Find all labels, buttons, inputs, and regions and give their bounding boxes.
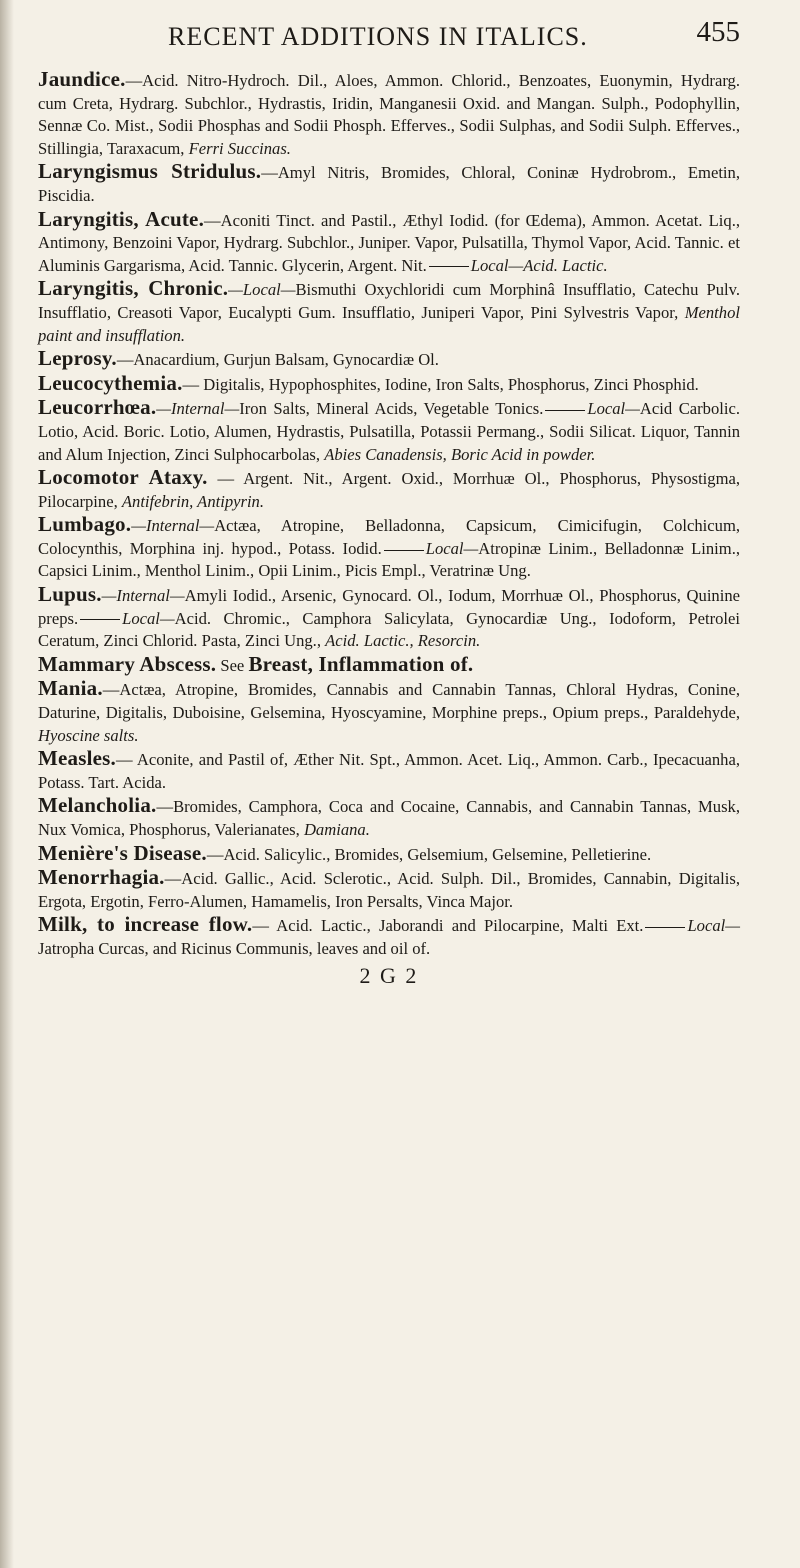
entry-text: — Acid. Lactic., Jaborandi and Pilocarpine, Malti Ext.	[252, 916, 644, 936]
binding-shadow	[0, 0, 14, 1568]
entry-text: —Anacardium, Gurjun Balsam, Gynocardiæ Ol.	[116, 350, 439, 370]
entry-lead-italic: —Internal—	[131, 516, 215, 536]
entry-text: —Acid. Gallic., Acid. Sclerotic., Acid. Sulph. Dil., Bromides, Cannabin, Digitalis, Ergota, Ergotin, Ferro-Alumen, Hamamelis, Iron Persalts, Vinca Major.	[38, 869, 740, 911]
entry-headword: Laryngitis, Acute.	[38, 206, 205, 231]
entry-text: —Acid. Nitro-Hydroch. Dil., Aloes, Ammon. Chlorid., Benzoates, Euonymin, Hydrarg. cum Creta, Hydrarg. Subchlor., Hydrastis, Iridin, Manganesii Oxid. and Mangan. Sulph., Podophyllin, Sennæ Co. Mist., Sodii Phosphas and Sodii Phosph. Efferves., Sodii Sulphas, and Sodii Sulph. Efferves., Stillingia, Taraxacum,	[38, 71, 740, 158]
entry-jaundice	[38, 68, 740, 160]
entry-italic: Acid. Lactic., Resorcin.	[325, 631, 481, 651]
entry-headword: Laryngitis, Chronic.	[38, 276, 229, 301]
entry-headword: Milk, to increase flow.	[38, 912, 253, 937]
entry-italic: Damiana.	[303, 820, 370, 839]
entry-leucocythemia	[38, 372, 740, 397]
entry-italic: Antifebrin, Antipyrin.	[121, 491, 265, 511]
entry-rule-italic: Local—	[425, 538, 479, 558]
entry-headword: Menorrhagia.	[38, 865, 165, 890]
entry-milk	[38, 913, 740, 960]
entry-mammary-abscess	[38, 653, 740, 678]
entry-rule-italic: Local—	[687, 916, 741, 936]
entry-lead-italic: —Local—	[228, 280, 296, 300]
entry-text-2: Atropinæ Linim., Belladonnæ Linim., Capsici Linim., Menthol Linim., Opii Linim., Picis Empl., Veratrinæ Ung.	[38, 538, 740, 581]
running-title: RECENT ADDITIONS IN ITALICS.	[168, 22, 588, 51]
entry-lumbago	[38, 513, 740, 583]
entry-text: —Aconiti Tinct. and Pastil., Æthyl Iodid. (for Œdema), Ammon. Acetat. Liq., Antimony, Benzoini Vapor, Hydrarg. Subchlor., Juniper. Vapor, Pulsatilla, Thymol Vapor, Acid. Tannic. et Aluminis Gargarisma, Acid. Tannic. Glycerin, Argent. Nit.	[38, 210, 740, 275]
entry-text-2: Acid. Chromic., Camphora Salicylata, Gynocardiæ Ung., Iodoform, Petrolei Ceratum, Zinci Chlorid. Pasta, Zinci Ung.,	[38, 608, 740, 651]
entry-text-2: Acid Carbolic. Lotio, Acid. Boric. Lotio, Alumen, Hydrastis, Pulsatilla, Potassii Permang., Sodii Silicat. Liquor, Tannin and Alum Injection, Zinci Sulphocarbolas,	[38, 399, 740, 464]
entry-headword: Measles.	[38, 746, 116, 771]
entry-locomotor-ataxy	[38, 466, 740, 513]
entry-headword: Leucorrhœa.	[38, 395, 157, 420]
entry-text: Bismuthi Oxychloridi cum Morphinâ Insufflatio, Catechu Pulv. Insufflatio, Creasoti Vapor, Eucalypti Gum. Insufflatio, Juniperi Vapor, Pini Sylvestris Vapor,	[38, 280, 740, 322]
entry-headword: Laryngismus Stridulus.	[38, 159, 262, 184]
entry-headword: Menière's Disease.	[38, 840, 207, 865]
dash-rule	[384, 550, 424, 551]
entry-text: Actæa, Atropine, Belladonna, Capsicum, Cimicifugin, Colchicum, Colocynthis, Morphina inj. hypod., Potass. Iodid.	[38, 516, 740, 558]
entry-italic: Abies Canadensis, Boric Acid in powder.	[324, 444, 596, 464]
entry-rule-italic: Local—	[587, 399, 640, 419]
entry-laryngitis-chronic	[38, 277, 740, 347]
entry-text: —Acid. Salicylic., Bromides, Gelsemium, Gelsemine, Pelletierine.	[206, 844, 652, 864]
entry-measles	[38, 747, 740, 794]
entry-text: —Amyl Nitris, Bromides, Chloral, Coninæ Hydrobrom., Emetin, Piscidia.	[38, 163, 740, 205]
entry-text-2: Jatropha Curcas, and Ricinus Communis, leaves and oil of.	[38, 938, 431, 958]
entry-text: —Actæa, Atropine, Bromides, Cannabis and Cannabin Tannas, Chloral Hydras, Conine, Daturine, Digitalis, Duboisine, Gelsemina, Hyoscyamine, Morphine preps., Opium preps., Paraldehyde,	[38, 680, 740, 723]
dash-rule	[80, 619, 120, 620]
entry-cross-reference: Breast, Inflammation of.	[248, 651, 474, 676]
entry-headword: Lupus.	[38, 582, 102, 607]
entry-lead-italic: —Internal—	[156, 399, 240, 419]
dash-rule	[545, 410, 585, 411]
page-number: 455	[696, 16, 740, 48]
index-entries	[38, 68, 740, 989]
entry-headword: Jaundice.	[38, 67, 126, 91]
entry-headword: Melancholia.	[38, 793, 157, 818]
dash-rule	[429, 266, 469, 267]
entry-leucorrhoea	[38, 396, 740, 466]
entry-headword: Leucocythemia.	[38, 370, 183, 395]
entry-headword: Mammary Abscess.	[38, 651, 217, 676]
entry-melancholia	[38, 794, 740, 841]
entry-headword: Mania.	[38, 676, 103, 701]
running-head	[38, 0, 740, 56]
signature-mark: 2 G 2	[359, 962, 419, 988]
entry-laryngismus	[38, 160, 740, 207]
entry-menieres-disease	[38, 842, 740, 867]
entry-rule-italic: Local—	[122, 608, 175, 628]
entry-headword: Locomotor Ataxy.	[38, 465, 208, 490]
entry-text: — Digitalis, Hypophosphites, Iodine, Iron Salts, Phosphorus, Zinci Phosphid.	[182, 374, 699, 394]
entry-text: Amyli Iodid., Arsenic, Gynocard. Ol., Iodum, Morrhuæ Ol., Phosphorus, Quinine preps.	[38, 586, 740, 628]
entry-headword: Lumbago.	[38, 512, 132, 537]
entry-text: — Argent. Nit., Argent. Oxid., Morrhuæ Ol., Phosphorus, Physostigma, Pilocarpine,	[38, 469, 741, 511]
entry-italic: Local—Acid. Lactic.	[470, 255, 608, 275]
entry-lupus	[38, 583, 740, 653]
entry-leprosy	[38, 347, 740, 372]
entry-text: See	[216, 655, 249, 675]
entry-italic: Menthol paint and insufflation.	[38, 302, 740, 345]
dash-rule	[645, 927, 685, 928]
entry-menorrhagia	[38, 866, 740, 913]
entry-mania	[38, 677, 740, 747]
entry-headword: Leprosy.	[38, 346, 117, 371]
entry-text: — Aconite, and Pastil of, Æther Nit. Spt., Ammon. Acet. Liq., Ammon. Carb., Ipecacuanha, Potass. Tart. Acida.	[38, 750, 740, 792]
entry-italic: Ferri Succinas.	[188, 138, 291, 158]
entry-lead-italic: —Internal—	[101, 586, 185, 606]
entry-italic: Hyoscine salts.	[38, 725, 139, 745]
entry-laryngitis-acute	[38, 208, 740, 278]
entry-text: Iron Salts, Mineral Acids, Vegetable Tonics.	[239, 399, 544, 419]
entry-text: —Bromides, Camphora, Coca and Cocaine, Cannabis, and Cannabin Tannas, Musk, Nux Vomica, Phosphorus, Valerianates,	[38, 797, 740, 839]
